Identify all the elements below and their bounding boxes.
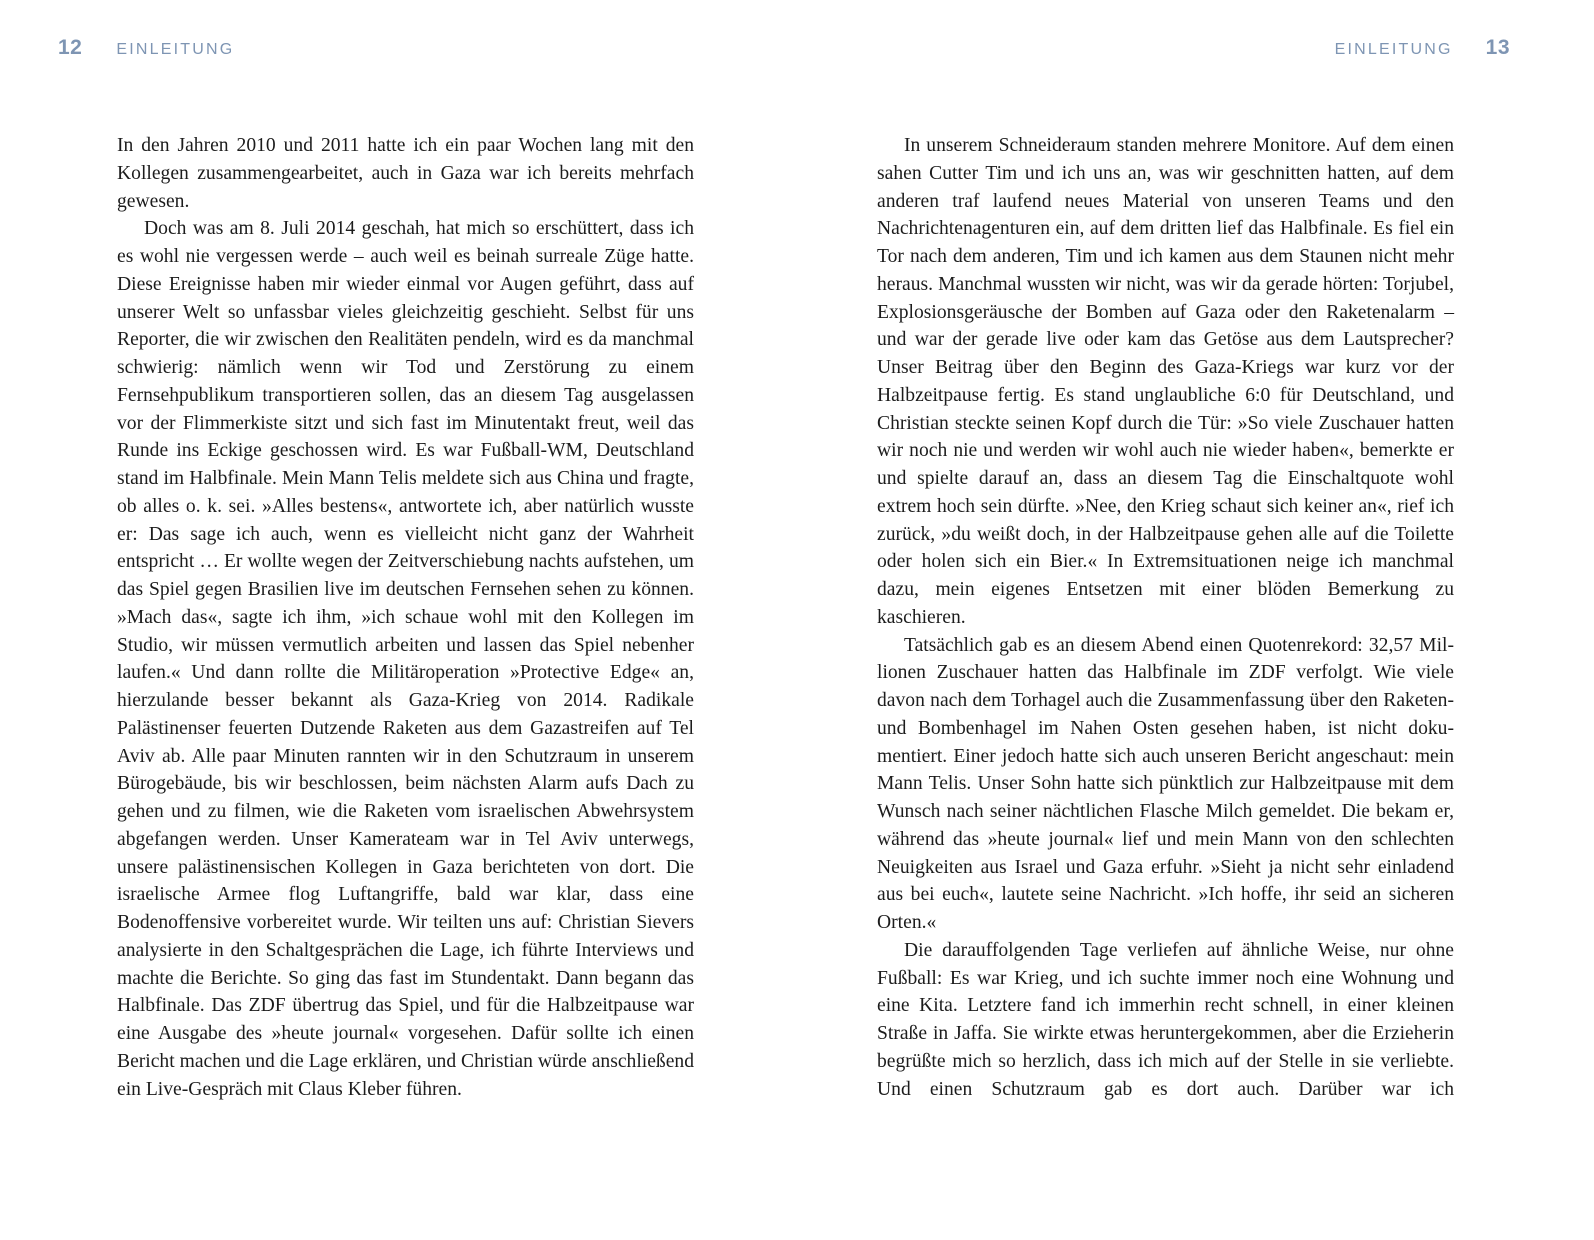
running-head: EINLEITUNG bbox=[1334, 41, 1453, 58]
paragraph: Doch was am 8. Juli 2014 geschah, hat mich so erschüttert, dass ich es wohl nie vergessen werde – auch weil es beinah surreale Züge hatte. Diese Ereignisse haben mir wieder einmal vor Augen geführt, dass auf unserer Welt so unfassbar vieles gleichzeitig geschieht. Selbst für uns Reporter, die wir zwischen den Realitäten pendeln, wird es da manchmal schwierig: nämlich wenn wir Tod und Zerstörung zu einem Fernsehpublikum transportieren sollen, das an diesem Tag ausgelassen vor der Flimmerkiste sitzt und sich fast im Minutentakt freut, weil das Runde ins Eckige geschossen wird. Es war Fußball-WM, Deutschland stand im Halbfinale. Mein Mann Telis meldete sich aus China und fragte, ob alles o. k. sei. »Alles bestens«, antwortete ich, aber natürlich wusste er: Das sage ich auch, wenn es vielleicht nicht ganz der Wahrheit entspricht … Er wollte wegen der Zeitverschiebung nachts aufstehen, um das Spiel gegen Brasilien live im deutschen Fernsehen sehen zu können. »Mach das«, sagte ich ihm, »ich schaue wohl mit den Kollegen im Studio, wir müssen vermutlich arbeiten und lassen das Spiel nebenher laufen.« Und dann rollte die Militäroperation »Protective Edge« an, hierzulande besser bekannt als Gaza-Krieg von 2014. Radikale Palästinenser feuerten Dutzende Raketen aus dem Gazastreifen auf Tel Aviv ab. Alle paar Minuten rannten wir in den Schutzraum in unserem Bürogebäude, bis wir beschlossen, beim nächsten Alarm aufs Dach zu gehen und zu filmen, wie die Raketen vom israelischen Abwehrsystem abgefangen werden. Unser Kamerateam war in Tel Aviv unterwegs, unsere palästinensischen Kollegen in Gaza berichteten von dort. Die israelische Armee flog Luftangriffe, bald war klar, dass eine Bodenoffensive vorbereitet wurde. Wir teilten uns auf: Christian Sievers analysierte in den Schaltgesprächen die Lage, ich führte Interviews und machte die Berichte. So ging das fast im Stundentakt. Dann begann das Halbfinale. Das ZDF übertrug das Spiel, und für die Halbzeitpause war eine Ausgabe des »heute journal« vorgesehen. Dafür sollte ich einen Bericht machen und die Lage erklären, und Christian würde anschließend ein Live-Gespräch mit Claus Kleber führen. bbox=[117, 218, 694, 1100]
page-number: 13 bbox=[1485, 36, 1510, 59]
page-header bbox=[1335, 36, 1510, 60]
paragraph: Tatsächlich gab es an diesem Abend einen Quotenrekord: 32,57 Millionen Zuschauer hatten das Halbfinale im ZDF verfolgt. Wie viele davon nach dem Torhagel auch die Zusammenfassung über den Raketen- und Bombenhagel im Nahen Osten gesehen haben, ist nicht dokumentiert. Einer jedoch hatte sich auch unseren Bericht angeschaut: mein Mann Telis. Unser Sohn hatte sich pünktlich zur Halbzeitpause mit dem Wunsch nach seiner nächtlichen Flasche Milch gemeldet. Die bekam er, während das »heute journal« lief und mein Mann von den schlechten Neuigkeiten aus Israel und Gaza erfuhr. »Sieht ja nicht sehr einladend aus bei euch«, lautete seine Nachricht. »Ich hoffe, ihr seid an sicheren Orten.« bbox=[877, 634, 1454, 933]
paragraph: In unserem Schneideraum standen mehrere Monitore. Auf dem einen sahen Cutter Tim und ich uns an, was wir geschnitten hatten, auf dem anderen traf laufend neues Material von unseren Teams und den Nachrichtenagenturen ein, auf dem dritten lief das Halbfinale. Es fiel ein Tor nach dem anderen, Tim und ich kamen aus dem Staunen nicht mehr heraus. Manchmal wussten wir nicht, was wir da gerade hörten: Torjubel, Explosionsgeräusche der Bomben auf Gaza oder den Raketenalarm – und war der gerade live oder kam das Getöse aus dem Lautsprecher? Unser Beitrag über den Beginn des Gaza-Kriegs war kurz vor der Halbzeitpause fertig. Es stand unglaubliche 6:0 für Deutschland, und Christian steckte seinen Kopf durch die Tür: »So viele Zuschauer hatten wir noch nie und werden wir wohl auch nie wieder haben«, bemerkte er und spielte darauf an, dass an diesem Tag die Einschaltquote wohl extrem hoch sein dürfte. »Nee, den Krieg schaut sich keiner an«, rief ich zurück, »du weißt doch, in der Halbzeitpause gehen alle auf die Toilette oder holen sich ein Bier.« In Extremsituationen neige ich manchmal dazu, mein eigenes Entsetzen mit einer blöden Bemerkung zu kaschieren. bbox=[877, 135, 1454, 628]
paragraph: Die darauffolgenden Tage verliefen auf ähnliche Weise, nur ohne Fußball: Es war Krieg, und ich suchte immer noch eine Wohnung und eine Kita. Letztere fand ich immerhin recht schnell, in einer kleinen Straße in Jaffa. Sie wirkte etwas heruntergekommen, aber die Erzieherin begrüßte mich so herzlich, dass ich mich auf der Stelle in sie verliebte. Und einen Schutzraum gab es dort auch. Darüber war ich bbox=[877, 939, 1454, 1100]
paragraph: In den Jahren 2010 und 2011 hatte ich ein paar Wochen lang mit den Kollegen zusammengearbeitet, auch in Gaza war ich bereits mehrfach gewesen. bbox=[117, 135, 694, 212]
running-head: EINLEITUNG bbox=[116, 41, 235, 58]
body-text bbox=[117, 132, 694, 1103]
right-page bbox=[797, 0, 1594, 1240]
page-header bbox=[58, 36, 234, 60]
page-number: 12 bbox=[58, 36, 83, 59]
body-text bbox=[877, 132, 1454, 1103]
